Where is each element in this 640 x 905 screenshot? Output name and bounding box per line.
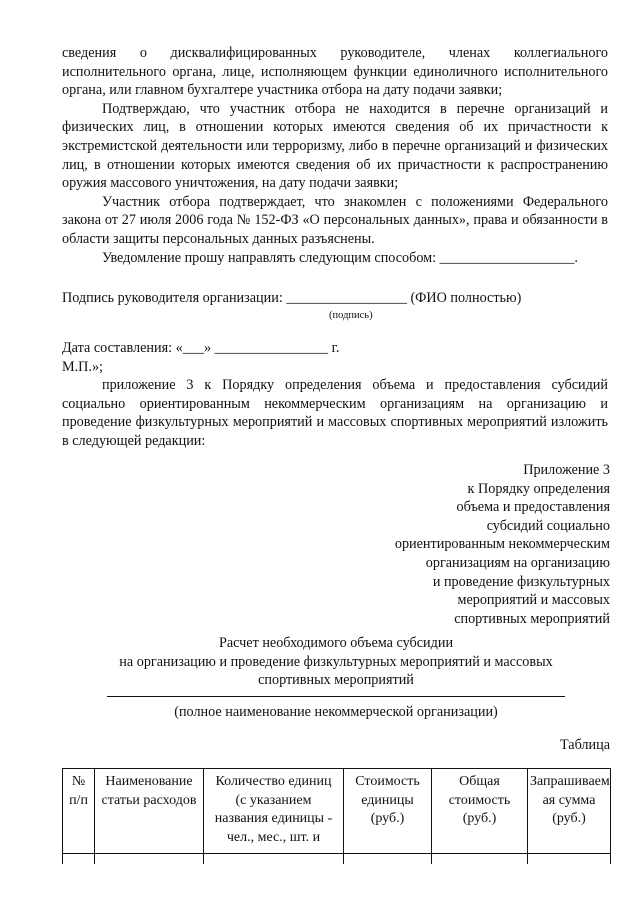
- header-unit-cost: Стоимость единицы (руб.): [344, 769, 432, 854]
- appendix-header: [62, 461, 610, 628]
- table-row: [63, 854, 611, 865]
- calc-title-line: Расчет необходимого объема субсидии: [218, 635, 454, 651]
- calc-title-line: на организацию и проведение физкультурных мероприятий и массовых: [119, 653, 553, 670]
- paragraph-personal-data: Участник отбора подтверждает, что знакомлен с положениями Федерального закона от 27 июля 2006 года № 152-ФЗ «О персональных данных», права и обязанности в области защиты персональных данных разъяснены.: [62, 193, 608, 247]
- paragraph-disqualified-persons: сведения о дисквалифицированных руководителе, членах коллегиального исполнительного органа, лице, исполняющем функции единоличного исполнительного органа, или главном бухгалтере участника отбора на дату подачи заявки;: [62, 45, 608, 99]
- appendix-line: мероприятий и массовых: [457, 592, 610, 609]
- signature-line: Подпись руководителя организации: _________________ (ФИО полностью): [62, 290, 522, 306]
- signature-block: [62, 289, 608, 321]
- appendix-line: организациям на организацию: [425, 554, 610, 571]
- appendix-line: и проведение физкультурных: [432, 573, 610, 590]
- organization-name-line: [107, 696, 565, 697]
- header-expense-item: Наименование статьи расходов: [95, 769, 204, 854]
- header-requested-amount: Запрашиваем ая сумма (руб.): [528, 769, 611, 854]
- appendix-line: объема и предоставления: [456, 499, 610, 516]
- table-header-row: [63, 769, 611, 854]
- signature-caption: (подпись): [329, 310, 373, 321]
- date-line: Дата составления: «___» ________________ г.: [62, 340, 340, 356]
- paragraph-notification-method: Уведомление прошу направлять следующим способом: ___________________.: [102, 249, 578, 266]
- date-block: [62, 339, 608, 376]
- header-number: № п/п: [63, 769, 95, 854]
- appendix-line: ориентированным некоммерческим: [394, 536, 610, 553]
- header-total-cost: Общая стоимость (руб.): [432, 769, 528, 854]
- calc-title: [62, 634, 610, 690]
- calc-title-line: спортивных мероприятий: [258, 672, 414, 689]
- cost-table: [62, 768, 611, 864]
- appendix-line: к Порядку определения: [467, 480, 610, 497]
- header-units-quantity: Количество единиц (с указанием названия единицы - чел., мес., шт. и: [204, 769, 344, 854]
- appendix-line: субсидий социально: [486, 517, 610, 534]
- seal-label: М.П.»;: [62, 358, 103, 375]
- organization-name-caption: (полное наименование некоммерческой организации): [174, 704, 498, 720]
- table-label: Таблица: [559, 737, 610, 753]
- body-text: [62, 44, 608, 267]
- paragraph-confirmation-lists: Подтверждаю, что участник отбора не находится в перечне организаций и физических лиц, в отношении которых имеются сведения об их причастности к экстремистской деятельности или терроризму, либо в перечне организаций и физических лиц, в отношении которых имеются сведения об их причастности к распространению оружия массового уничтожения, на дату подачи заявки;: [62, 100, 608, 192]
- amendment-text: [62, 376, 608, 450]
- amendment-paragraph: приложение 3 к Порядку определения объема и предоставления субсидий социально ориентированным некоммерческим организациям на организацию и проведение физкультурных мероприятий и массовых спортивных мероприятий изложить в следующей редакции:: [62, 377, 608, 449]
- appendix-line: спортивных мероприятий: [454, 610, 610, 627]
- appendix-line: Приложение 3: [523, 462, 610, 478]
